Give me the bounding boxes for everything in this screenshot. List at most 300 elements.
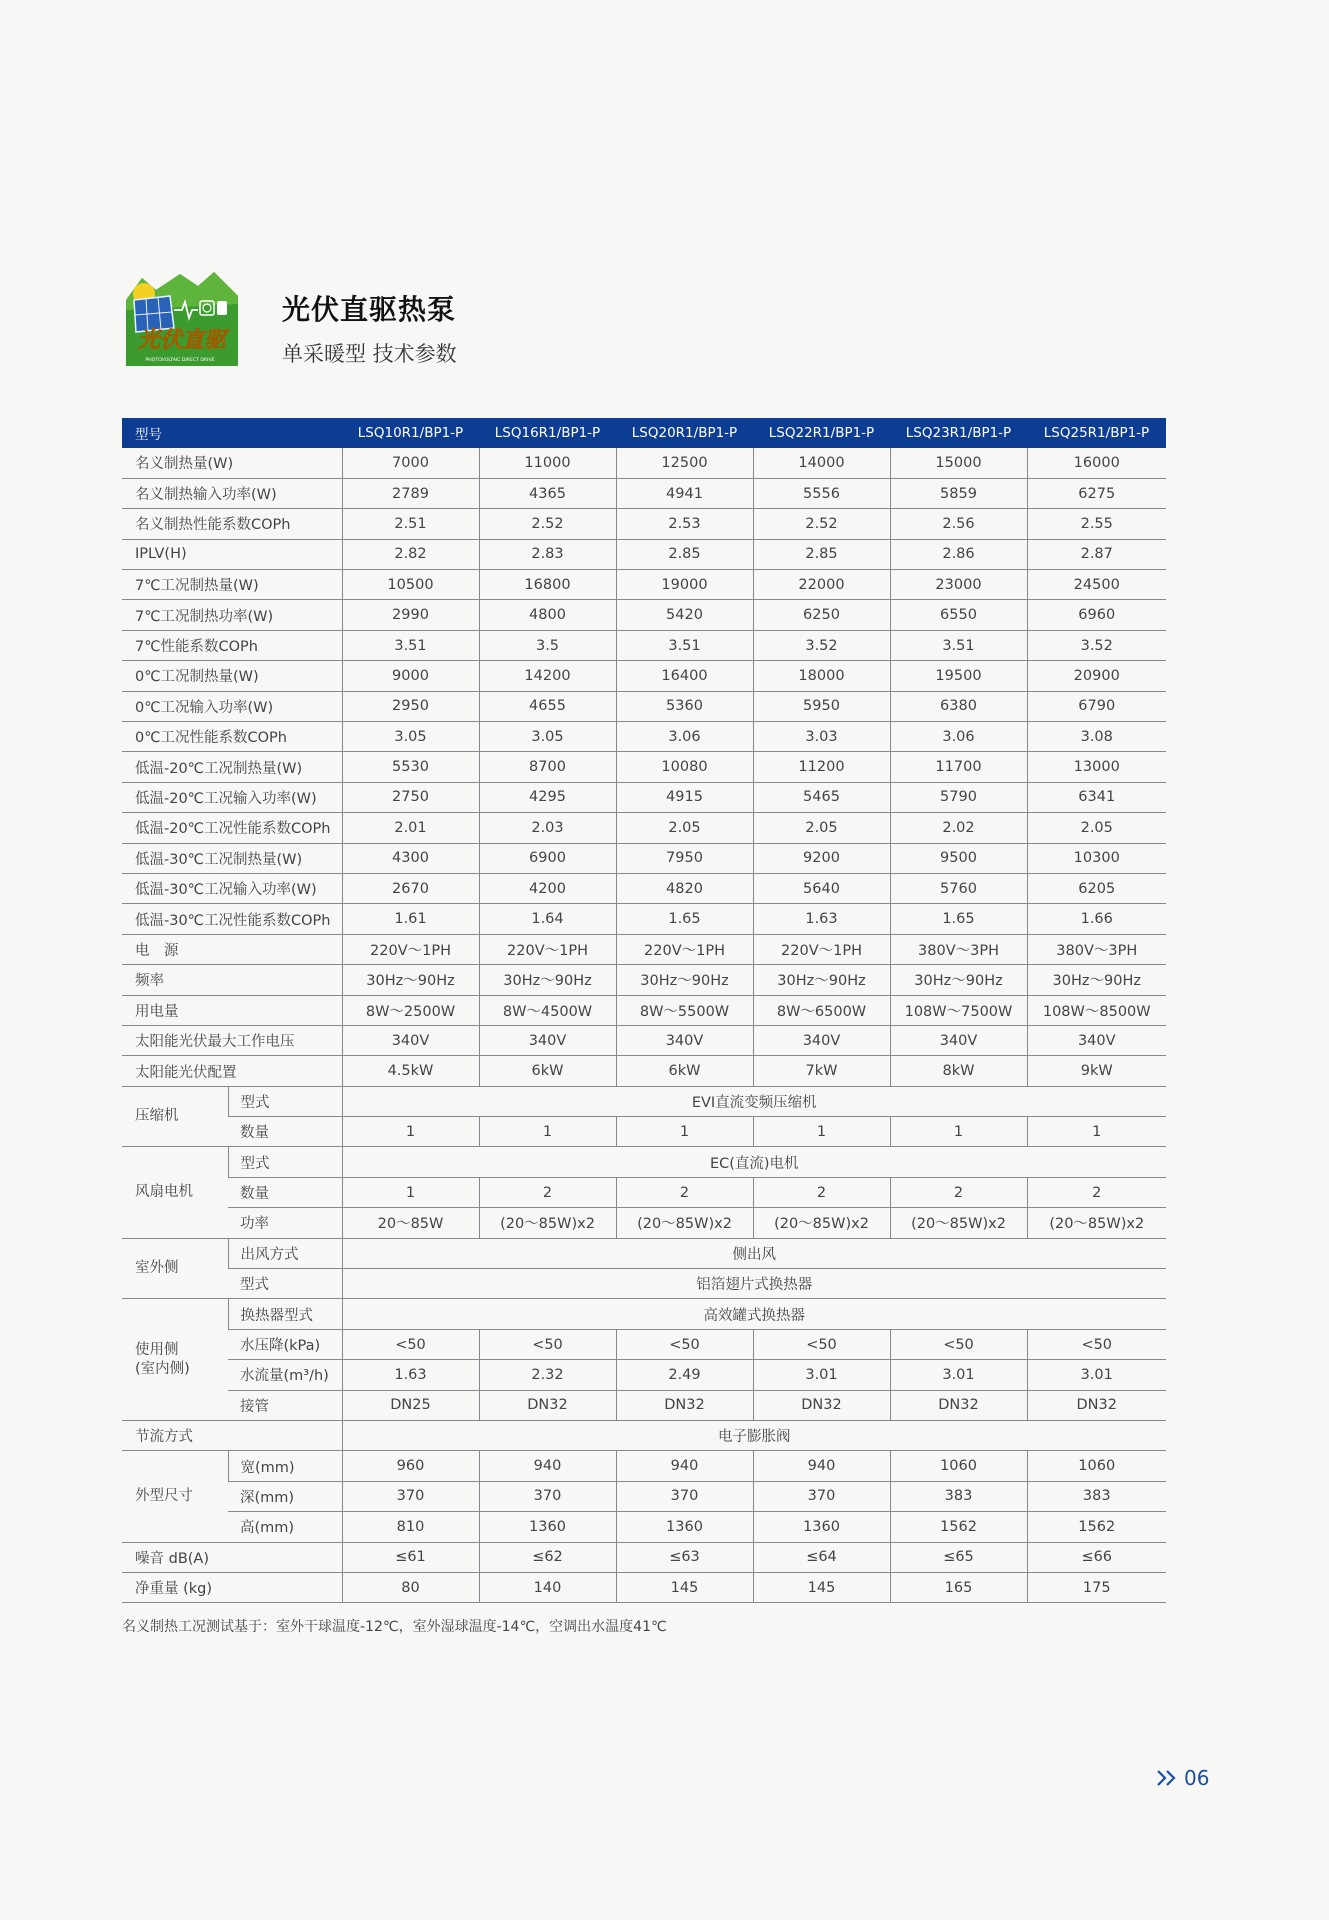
value-cell: 165 xyxy=(890,1572,1027,1602)
header xyxy=(122,270,1222,380)
model-header-cell: LSQ22R1/BP1-P xyxy=(753,418,890,448)
value-cell: 2 xyxy=(890,1177,1027,1207)
value-cell: 1.65 xyxy=(890,904,1027,934)
row-label: 噪音 dB(A) xyxy=(122,1542,342,1572)
value-cell: 6250 xyxy=(753,600,890,630)
value-cell: 16400 xyxy=(616,661,753,691)
value-cell: 16000 xyxy=(1027,448,1166,478)
value-cell: 8kW xyxy=(890,1056,1027,1086)
value-cell: (20～85W)x2 xyxy=(479,1208,616,1238)
value-cell: DN32 xyxy=(479,1390,616,1420)
value-cell: 380V～3PH xyxy=(1027,934,1166,964)
value-cell: 2.82 xyxy=(342,539,479,569)
value-cell: 940 xyxy=(479,1451,616,1481)
merged-value-cell: 电子膨胀阀 xyxy=(342,1421,1166,1451)
sub-label: 水流量(m³/h) xyxy=(228,1360,342,1390)
row-label: 名义制热输入功率(W) xyxy=(122,478,342,508)
value-cell: 2950 xyxy=(342,691,479,721)
value-cell: 340V xyxy=(616,1025,753,1055)
table-row xyxy=(122,1147,1166,1177)
row-label: 用电量 xyxy=(122,995,342,1025)
table-row xyxy=(122,1451,1166,1481)
row-label: 太阳能光伏配置 xyxy=(122,1056,342,1086)
table-row xyxy=(122,691,1166,721)
group-label: 压缩机 xyxy=(122,1086,228,1147)
value-cell: 1.63 xyxy=(753,904,890,934)
value-cell: 7000 xyxy=(342,448,479,478)
page-number-text: 06 xyxy=(1184,1766,1210,1790)
table-row xyxy=(122,661,1166,691)
merged-value-cell: 高效罐式换热器 xyxy=(342,1299,1166,1329)
row-label: 频率 xyxy=(122,965,342,995)
merged-value-cell: 侧出风 xyxy=(342,1238,1166,1268)
value-cell: 4295 xyxy=(479,782,616,812)
value-cell: 2.01 xyxy=(342,813,479,843)
value-cell: 5556 xyxy=(753,478,890,508)
value-cell: 1060 xyxy=(1027,1451,1166,1481)
value-cell: 22000 xyxy=(753,570,890,600)
spec-table xyxy=(122,418,1166,1603)
value-cell: 370 xyxy=(753,1481,890,1511)
value-cell: 6kW xyxy=(616,1056,753,1086)
value-cell: 3.52 xyxy=(1027,630,1166,660)
value-cell: 2 xyxy=(479,1177,616,1207)
table-row xyxy=(122,843,1166,873)
value-cell: 18000 xyxy=(753,661,890,691)
value-cell: 4.5kW xyxy=(342,1056,479,1086)
table-row xyxy=(122,1208,1166,1238)
model-header-cell: LSQ23R1/BP1-P xyxy=(890,418,1027,448)
value-cell: <50 xyxy=(753,1329,890,1359)
table-row xyxy=(122,1329,1166,1359)
value-cell: 5790 xyxy=(890,782,1027,812)
value-cell: 2.05 xyxy=(1027,813,1166,843)
sub-label: 型式 xyxy=(228,1147,342,1177)
value-cell: 175 xyxy=(1027,1572,1166,1602)
value-cell: 3.08 xyxy=(1027,722,1166,752)
table-row xyxy=(122,873,1166,903)
value-cell: 30Hz～90Hz xyxy=(1027,965,1166,995)
value-cell: 1 xyxy=(1027,1117,1166,1147)
value-cell: 383 xyxy=(890,1481,1027,1511)
value-cell: 2.49 xyxy=(616,1360,753,1390)
table-row xyxy=(122,752,1166,782)
value-cell: 2.32 xyxy=(479,1360,616,1390)
page-number xyxy=(1156,1766,1209,1790)
value-cell: 2.05 xyxy=(616,813,753,843)
sub-label: 水压降(kPa) xyxy=(228,1329,342,1359)
value-cell: 5360 xyxy=(616,691,753,721)
value-cell: ≤64 xyxy=(753,1542,890,1572)
value-cell: 11700 xyxy=(890,752,1027,782)
value-cell: 3.06 xyxy=(890,722,1027,752)
row-label: 节流方式 xyxy=(122,1421,342,1451)
value-cell: 1360 xyxy=(616,1512,753,1542)
table-row xyxy=(122,448,1166,478)
svg-text:PHOTOVOLTAIC DIRECT DRIVE: PHOTOVOLTAIC DIRECT DRIVE xyxy=(145,358,215,363)
sub-label: 换热器型式 xyxy=(228,1299,342,1329)
value-cell: 6kW xyxy=(479,1056,616,1086)
group-label-line: 使用侧 xyxy=(135,1341,179,1358)
value-cell: 810 xyxy=(342,1512,479,1542)
value-cell: 220V～1PH xyxy=(342,934,479,964)
table-row xyxy=(122,1299,1166,1329)
table-row xyxy=(122,1390,1166,1420)
value-cell: 3.05 xyxy=(342,722,479,752)
value-cell: 2.51 xyxy=(342,509,479,539)
value-cell: 2.02 xyxy=(890,813,1027,843)
table-row xyxy=(122,1117,1166,1147)
value-cell: 340V xyxy=(479,1025,616,1055)
value-cell: 5465 xyxy=(753,782,890,812)
merged-value-cell: EC(直流)电机 xyxy=(342,1147,1166,1177)
row-label: 低温-30℃工况制热量(W) xyxy=(122,843,342,873)
sub-label: 型式 xyxy=(228,1086,342,1116)
value-cell: 370 xyxy=(479,1481,616,1511)
value-cell: ≤65 xyxy=(890,1542,1027,1572)
row-label: 7℃工况制热功率(W) xyxy=(122,600,342,630)
value-cell: 11000 xyxy=(479,448,616,478)
value-cell: 1 xyxy=(479,1117,616,1147)
value-cell: 30Hz～90Hz xyxy=(753,965,890,995)
value-cell: 5859 xyxy=(890,478,1027,508)
value-cell: 2.52 xyxy=(479,509,616,539)
value-cell: 383 xyxy=(1027,1481,1166,1511)
table-row xyxy=(122,509,1166,539)
value-cell: 19500 xyxy=(890,661,1027,691)
value-cell: 9kW xyxy=(1027,1056,1166,1086)
value-cell: 10500 xyxy=(342,570,479,600)
sub-label: 宽(mm) xyxy=(228,1451,342,1481)
value-cell: 20900 xyxy=(1027,661,1166,691)
value-cell: 1562 xyxy=(890,1512,1027,1542)
table-row xyxy=(122,1542,1166,1572)
group-label-line: (室内侧) xyxy=(135,1360,190,1377)
table-row xyxy=(122,1360,1166,1390)
table-row xyxy=(122,813,1166,843)
table-row xyxy=(122,1177,1166,1207)
value-cell: 12500 xyxy=(616,448,753,478)
value-cell: 30Hz～90Hz xyxy=(890,965,1027,995)
value-cell: 4800 xyxy=(479,600,616,630)
value-cell: 3.51 xyxy=(616,630,753,660)
value-cell: 4915 xyxy=(616,782,753,812)
row-label: 低温-30℃工况输入功率(W) xyxy=(122,873,342,903)
group-label: 室外侧 xyxy=(122,1238,228,1299)
value-cell: ≤62 xyxy=(479,1542,616,1572)
value-cell: (20～85W)x2 xyxy=(1027,1208,1166,1238)
value-cell: 2789 xyxy=(342,478,479,508)
value-cell: 2.05 xyxy=(753,813,890,843)
value-cell: 3.5 xyxy=(479,630,616,660)
table-row xyxy=(122,570,1166,600)
row-label: 净重量 (kg) xyxy=(122,1572,342,1602)
value-cell: 2.55 xyxy=(1027,509,1166,539)
value-cell: 6341 xyxy=(1027,782,1166,812)
value-cell: 220V～1PH xyxy=(479,934,616,964)
value-cell: 2.87 xyxy=(1027,539,1166,569)
table-row xyxy=(122,934,1166,964)
value-cell: 4300 xyxy=(342,843,479,873)
table-row xyxy=(122,722,1166,752)
row-label: 低温-20℃工况输入功率(W) xyxy=(122,782,342,812)
row-label: 太阳能光伏最大工作电压 xyxy=(122,1025,342,1055)
value-cell: 3.01 xyxy=(890,1360,1027,1390)
value-cell: 3.52 xyxy=(753,630,890,660)
value-cell: 4655 xyxy=(479,691,616,721)
value-cell: 1 xyxy=(342,1177,479,1207)
value-cell: 2990 xyxy=(342,600,479,630)
value-cell: 370 xyxy=(616,1481,753,1511)
value-cell: 6205 xyxy=(1027,873,1166,903)
value-cell: 3.03 xyxy=(753,722,890,752)
value-cell: DN32 xyxy=(616,1390,753,1420)
value-cell: 2.83 xyxy=(479,539,616,569)
value-cell: 24500 xyxy=(1027,570,1166,600)
value-cell: 23000 xyxy=(890,570,1027,600)
value-cell: 6960 xyxy=(1027,600,1166,630)
table-row xyxy=(122,782,1166,812)
row-label: 0℃工况输入功率(W) xyxy=(122,691,342,721)
value-cell: 5640 xyxy=(753,873,890,903)
value-cell: 30Hz～90Hz xyxy=(342,965,479,995)
page-title: 光伏直驱热泵 xyxy=(282,293,457,326)
sub-label: 高(mm) xyxy=(228,1512,342,1542)
value-cell: 340V xyxy=(342,1025,479,1055)
model-header-cell: LSQ20R1/BP1-P xyxy=(616,418,753,448)
table-row xyxy=(122,965,1166,995)
sub-label: 接管 xyxy=(228,1390,342,1420)
value-cell: 9000 xyxy=(342,661,479,691)
value-cell: 19000 xyxy=(616,570,753,600)
table-row xyxy=(122,904,1166,934)
model-header-cell: LSQ25R1/BP1-P xyxy=(1027,418,1166,448)
value-cell: 1562 xyxy=(1027,1512,1166,1542)
value-cell: 2 xyxy=(753,1177,890,1207)
value-cell: 5950 xyxy=(753,691,890,721)
table-row xyxy=(122,1512,1166,1542)
value-cell: 6550 xyxy=(890,600,1027,630)
value-cell: 6900 xyxy=(479,843,616,873)
value-cell: 30Hz～90Hz xyxy=(616,965,753,995)
table-header-row xyxy=(122,418,1166,448)
value-cell: 14200 xyxy=(479,661,616,691)
sub-label: 出风方式 xyxy=(228,1238,342,1268)
value-cell: DN25 xyxy=(342,1390,479,1420)
value-cell: 340V xyxy=(890,1025,1027,1055)
value-cell: 340V xyxy=(753,1025,890,1055)
table-row xyxy=(122,1086,1166,1116)
sub-label: 数量 xyxy=(228,1177,342,1207)
table-row xyxy=(122,539,1166,569)
value-cell: 1 xyxy=(890,1117,1027,1147)
value-cell: 140 xyxy=(479,1572,616,1602)
value-cell: <50 xyxy=(479,1329,616,1359)
value-cell: 2750 xyxy=(342,782,479,812)
value-cell: 1.65 xyxy=(616,904,753,934)
value-cell: 4941 xyxy=(616,478,753,508)
value-cell: 2 xyxy=(616,1177,753,1207)
value-cell: 9500 xyxy=(890,843,1027,873)
row-label: 电 源 xyxy=(122,934,342,964)
value-cell: 220V～1PH xyxy=(616,934,753,964)
merged-value-cell: EVI直流变频压缩机 xyxy=(342,1086,1166,1116)
value-cell: (20～85W)x2 xyxy=(616,1208,753,1238)
table-row xyxy=(122,478,1166,508)
value-cell: DN32 xyxy=(890,1390,1027,1420)
value-cell: 5420 xyxy=(616,600,753,630)
row-label: 名义制热性能系数COPh xyxy=(122,509,342,539)
value-cell: 3.51 xyxy=(890,630,1027,660)
table-row xyxy=(122,630,1166,660)
table-row xyxy=(122,1481,1166,1511)
value-cell: 1360 xyxy=(479,1512,616,1542)
value-cell: 1.63 xyxy=(342,1360,479,1390)
row-label: 低温-30℃工况性能系数COPh xyxy=(122,904,342,934)
value-cell: <50 xyxy=(342,1329,479,1359)
value-cell: 1360 xyxy=(753,1512,890,1542)
double-chevron-icon xyxy=(1156,1769,1178,1787)
sub-label: 数量 xyxy=(228,1117,342,1147)
value-cell: 2.03 xyxy=(479,813,616,843)
group-label: 外型尺寸 xyxy=(122,1451,228,1542)
value-cell: 13000 xyxy=(1027,752,1166,782)
value-cell: 5530 xyxy=(342,752,479,782)
row-label: IPLV(H) xyxy=(122,539,342,569)
value-cell: 3.06 xyxy=(616,722,753,752)
value-cell: 3.05 xyxy=(479,722,616,752)
value-cell: 2.52 xyxy=(753,509,890,539)
page-subtitle: 单采暖型 技术参数 xyxy=(282,342,457,366)
value-cell: DN32 xyxy=(753,1390,890,1420)
value-cell: 6790 xyxy=(1027,691,1166,721)
value-cell: 220V～1PH xyxy=(753,934,890,964)
svg-text:光伏直驱: 光伏直驱 xyxy=(137,328,227,353)
model-header-cell: LSQ10R1/BP1-P xyxy=(342,418,479,448)
value-cell: 7950 xyxy=(616,843,753,873)
table-row xyxy=(122,1056,1166,1086)
value-cell: 2.85 xyxy=(753,539,890,569)
value-cell: 2.53 xyxy=(616,509,753,539)
value-cell: 1 xyxy=(616,1117,753,1147)
value-cell: 10300 xyxy=(1027,843,1166,873)
table-row xyxy=(122,1238,1166,1268)
value-cell: 960 xyxy=(342,1451,479,1481)
value-cell: 2.85 xyxy=(616,539,753,569)
footnote: 名义制热工况测试基于：室外干球温度-12℃，室外湿球温度-14℃，空调出水温度41℃ xyxy=(122,1619,667,1635)
value-cell: 5760 xyxy=(890,873,1027,903)
table-row xyxy=(122,1421,1166,1451)
model-header-cell: LSQ16R1/BP1-P xyxy=(479,418,616,448)
value-cell: <50 xyxy=(1027,1329,1166,1359)
value-cell: 145 xyxy=(616,1572,753,1602)
row-label: 7℃工况制热量(W) xyxy=(122,570,342,600)
sub-label: 深(mm) xyxy=(228,1481,342,1511)
value-cell: 80 xyxy=(342,1572,479,1602)
value-cell: 1060 xyxy=(890,1451,1027,1481)
value-cell: 9200 xyxy=(753,843,890,873)
row-label: 7℃性能系数COPh xyxy=(122,630,342,660)
value-cell: 2 xyxy=(1027,1177,1166,1207)
value-cell: 7kW xyxy=(753,1056,890,1086)
value-cell: 16800 xyxy=(479,570,616,600)
value-cell: 6275 xyxy=(1027,478,1166,508)
value-cell: 4365 xyxy=(479,478,616,508)
row-label: 名义制热量(W) xyxy=(122,448,342,478)
value-cell: 1.64 xyxy=(479,904,616,934)
value-cell: 14000 xyxy=(753,448,890,478)
value-cell: 3.01 xyxy=(753,1360,890,1390)
table-row xyxy=(122,1269,1166,1299)
value-cell: 15000 xyxy=(890,448,1027,478)
value-cell: 11200 xyxy=(753,752,890,782)
row-label: 低温-20℃工况性能系数COPh xyxy=(122,813,342,843)
value-cell: 4200 xyxy=(479,873,616,903)
value-cell: 6380 xyxy=(890,691,1027,721)
value-cell: 1.66 xyxy=(1027,904,1166,934)
value-cell: <50 xyxy=(616,1329,753,1359)
photovoltaic-logo xyxy=(122,270,242,370)
value-cell: ≤66 xyxy=(1027,1542,1166,1572)
value-cell: 1 xyxy=(753,1117,890,1147)
row-label: 0℃工况性能系数COPh xyxy=(122,722,342,752)
group-label: 风扇电机 xyxy=(122,1147,228,1238)
value-cell: (20～85W)x2 xyxy=(890,1208,1027,1238)
value-cell: 8700 xyxy=(479,752,616,782)
value-cell: 108W～8500W xyxy=(1027,995,1166,1025)
sub-label: 型式 xyxy=(228,1269,342,1299)
row-label: 低温-20℃工况制热量(W) xyxy=(122,752,342,782)
value-cell: 8W～2500W xyxy=(342,995,479,1025)
value-cell: 8W～4500W xyxy=(479,995,616,1025)
table-row xyxy=(122,600,1166,630)
merged-value-cell: 铝箔翅片式换热器 xyxy=(342,1269,1166,1299)
value-cell: 3.01 xyxy=(1027,1360,1166,1390)
value-cell: 2.56 xyxy=(890,509,1027,539)
row-label: 0℃工况制热量(W) xyxy=(122,661,342,691)
value-cell: 1.61 xyxy=(342,904,479,934)
value-cell: <50 xyxy=(890,1329,1027,1359)
value-cell: 340V xyxy=(1027,1025,1166,1055)
value-cell: ≤63 xyxy=(616,1542,753,1572)
value-cell: 10080 xyxy=(616,752,753,782)
value-cell: 4820 xyxy=(616,873,753,903)
value-cell: 145 xyxy=(753,1572,890,1602)
value-cell: 108W～7500W xyxy=(890,995,1027,1025)
value-cell: 380V～3PH xyxy=(890,934,1027,964)
value-cell: 8W～5500W xyxy=(616,995,753,1025)
value-cell: 2670 xyxy=(342,873,479,903)
value-cell: 370 xyxy=(342,1481,479,1511)
value-cell: DN32 xyxy=(1027,1390,1166,1420)
value-cell: 30Hz～90Hz xyxy=(479,965,616,995)
value-cell: 1 xyxy=(342,1117,479,1147)
value-cell: 3.51 xyxy=(342,630,479,660)
value-cell: ≤61 xyxy=(342,1542,479,1572)
model-header: 型号 xyxy=(122,418,342,448)
table-row xyxy=(122,995,1166,1025)
value-cell: 940 xyxy=(753,1451,890,1481)
sub-label: 功率 xyxy=(228,1208,342,1238)
group-label xyxy=(122,1299,228,1421)
value-cell: 20～85W xyxy=(342,1208,479,1238)
value-cell: 8W～6500W xyxy=(753,995,890,1025)
table-row xyxy=(122,1025,1166,1055)
value-cell: 2.86 xyxy=(890,539,1027,569)
value-cell: (20～85W)x2 xyxy=(753,1208,890,1238)
table-row xyxy=(122,1572,1166,1602)
value-cell: 940 xyxy=(616,1451,753,1481)
